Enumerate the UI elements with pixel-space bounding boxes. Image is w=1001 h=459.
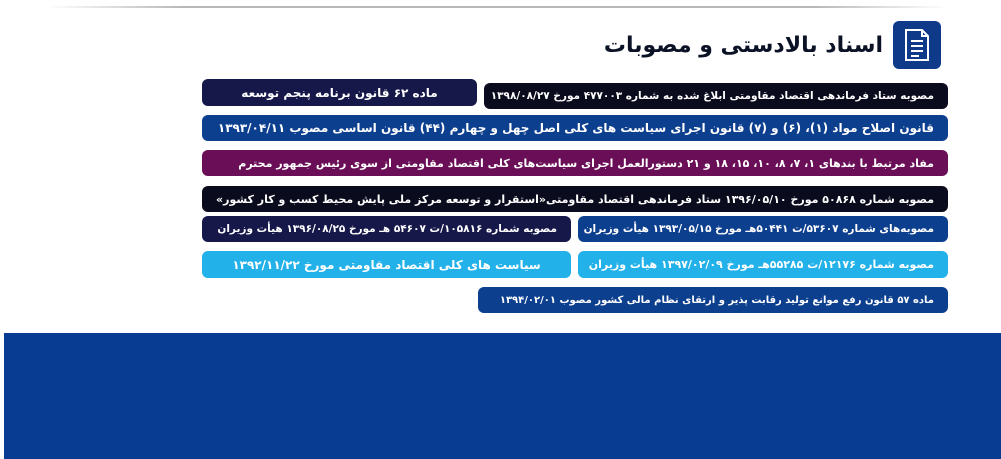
document-item-label: مصوبه شماره ۵۰۸۶۸ مورخ ۱۳۹۶/۰۵/۱۰ ستاد فرماندهی اقتصاد مقاومتی«استقرار و توسعه مرکز ملی پایش محیط کسب و کار کشور» [216,192,934,206]
document-item-label: سیاست های کلی اقتصاد مقاومتی مورخ ۱۳۹۲/۱۱/۲۲ [232,257,541,272]
document-item[interactable] [578,251,948,278]
document-item[interactable] [202,79,477,106]
top-divider [48,6,948,8]
page-header [604,20,941,70]
document-item-label: مصوبه ستاد فرماندهی اقتصاد مقاومتی ابلاغ شده به شماره ۴۷۷۰۰۳ مورخ ۱۳۹۸/۰۸/۲۷ [490,90,934,102]
page-title: اسناد بالادستی و مصوبات [603,32,883,58]
document-item-label: ماده ۶۲ قانون برنامه پنجم توسعه [241,85,438,100]
document-item-label: مصوبه شماره ۱۰۵۸۱۶/ت ۵۴۶۰۷ هـ مورخ ۱۳۹۶/۰۸/۲۵ هیأت وزیران [217,223,557,235]
document-item[interactable] [202,251,571,278]
document-item-label: قانون اصلاح مواد (۱)، (۶) و (۷) قانون اجرای سیاست های کلی اصل چهل و چهارم (۴۴) قانون اساسی مصوب ۱۳۹۳/۰۴/۱۱ [217,121,934,135]
document-item[interactable] [578,216,948,242]
document-item[interactable] [202,150,948,176]
footer-band [4,333,1001,459]
document-item[interactable] [484,83,948,109]
document-item-label: مفاد مرتبط با بندهای ۱، ۷، ۸، ۱۰، ۱۵، ۱۸ و ۲۱ دستورالعمل اجرای سیاست‌های کلی اقتصاد مقاومتی از سوی رئیس جمهور محترم [238,156,934,170]
document-item[interactable] [202,216,571,242]
document-item[interactable] [202,115,948,141]
document-item-label: مصوبه شماره ۱۲۱۷۶/ت ۵۵۲۸۵هـ مورخ ۱۳۹۷/۰۲/۰۹ هیأت وزیران [588,258,934,271]
document-item-label: مصوبه‌های شماره ۵۳۶۰۷/ت ۵۰۴۴۱هـ مورخ ۱۳۹۳/۰۵/۱۵ هیأت وزیران [583,223,934,235]
document-item[interactable] [478,287,948,313]
document-icon [893,21,941,69]
document-item[interactable] [202,186,948,212]
document-item-label: ماده ۵۷ قانون رفع موانع تولید رقابت پذیر و ارتقای نظام مالی کشور مصوب ۱۳۹۴/۰۲/۰۱ [499,294,934,306]
